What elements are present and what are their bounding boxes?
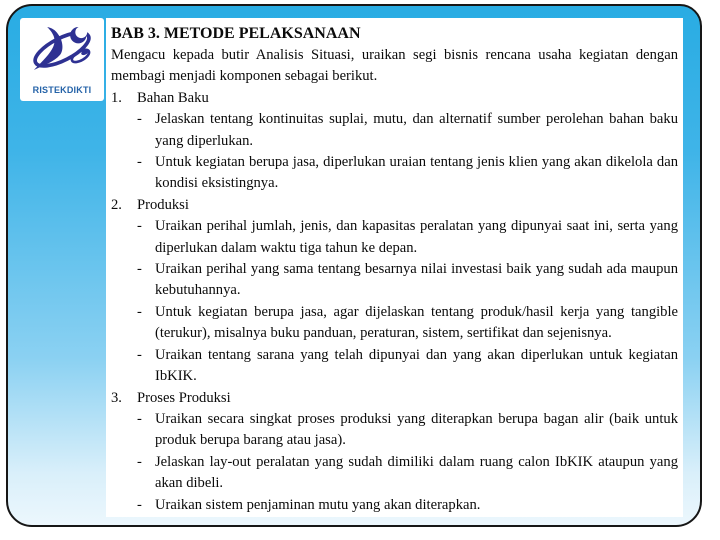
intro-paragraph: Mengacu kepada butir Analisis Situasi, uraikan segi bisnis rencana usaha kegiatan dengan membagi menjadi komponen sebagai berikut.: [111, 47, 678, 85]
dash-bullet: -: [137, 346, 142, 363]
slide-frame: [6, 4, 702, 527]
list-item-text: Jelaskan lay-out peralatan yang sudah dimiliki dalam ruang calon IbKIK ataupun yang akan dibeli.: [155, 453, 678, 492]
list-item: [137, 152, 678, 195]
section-bahan-baku: [111, 88, 678, 195]
list-item-text: Uraikan tentang sarana yang telah dipunyai dan yang akan diperlukan untuk kegiatan IbKIK.: [155, 346, 678, 385]
list-item-text: Uraikan perihal jumlah, jenis, dan kapasitas peralatan yang dipunyai saat ini, serta yang diperlukan dalam waktu tiga tahun ke depan.: [155, 218, 678, 256]
dash-bullet: -: [137, 111, 142, 128]
dash-bullet: -: [137, 410, 142, 427]
slide-title: BAB 3. METODE PELAKSANAAN: [111, 25, 361, 42]
section-heading: Bahan Baku: [137, 89, 209, 106]
list-item: [137, 409, 678, 452]
dash-bullet: -: [137, 261, 142, 278]
list-item: [137, 452, 678, 495]
section-number: 1.: [111, 89, 122, 106]
dash-bullet: -: [137, 453, 142, 470]
section-proses-produksi: [111, 388, 678, 516]
section-heading: Produksi: [137, 196, 189, 213]
content-panel: [106, 18, 683, 517]
section-heading-row: [111, 388, 678, 409]
dash-bullet: -: [137, 496, 142, 513]
section-produksi: [111, 195, 678, 388]
list-item: [137, 259, 678, 302]
section-number: 2.: [111, 196, 122, 213]
list-item-text: Uraikan sistem penjaminan mutu yang akan diterapkan.: [155, 496, 481, 513]
ristekdikti-logo-icon: [25, 21, 99, 84]
list-item-text: Uraikan perihal yang sama tentang besarnya nilai investasi baik yang sudah ada maupun kebutuhannya.: [155, 261, 678, 299]
section-heading-row: [111, 88, 678, 109]
logo-label: RISTEKDIKTI: [32, 85, 92, 95]
section-heading-row: [111, 195, 678, 216]
dash-bullet: -: [137, 303, 142, 320]
list-item: [137, 345, 678, 388]
list-item-text: Untuk kegiatan berupa jasa, diperlukan uraian tentang jenis klien yang akan dikelola dan kondisi eksistingnya.: [155, 154, 678, 192]
list-item-text: Untuk kegiatan berupa jasa, agar dijelaskan tentang produk/hasil kerja yang tangible (terukur), misalnya buku panduan, peraturan, sistem, sertifikat dan sejenisnya.: [155, 303, 678, 342]
list-item-text: Uraikan secara singkat proses produksi yang diterapkan berupa bagan alir (baik untuk produk berupa barang atau jasa).: [155, 410, 678, 449]
list-item-text: Jelaskan tentang kontinuitas suplai, mutu, dan alternatif sumber perolehan bahan baku yang diperlukan.: [155, 111, 678, 149]
dash-bullet: -: [137, 218, 142, 235]
ristekdikti-logo: [20, 18, 104, 101]
section-heading: Proses Produksi: [137, 389, 231, 406]
list-item: [137, 109, 678, 152]
section-number: 3.: [111, 389, 122, 406]
list-item: [137, 302, 678, 345]
list-item: [137, 216, 678, 259]
dash-bullet: -: [137, 154, 142, 171]
list-item: [137, 495, 678, 516]
